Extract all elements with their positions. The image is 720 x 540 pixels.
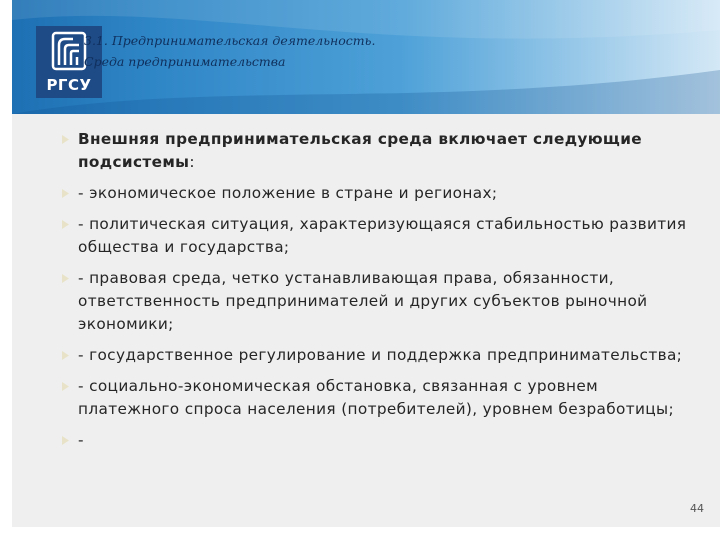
intro-colon: : xyxy=(189,153,195,171)
bullet-icon xyxy=(62,436,69,445)
list-item-text: - правовая среда, четко устанавливающая права, обязанности, ответственность предпринимателей и других субъектов рыночной экономики; xyxy=(78,269,648,333)
list-item-text: - экономическое положение в стране и регионах; xyxy=(78,184,498,202)
list-item-text: - xyxy=(78,431,84,449)
slide-title xyxy=(84,30,684,72)
page-number: 44 xyxy=(690,502,704,515)
logo-emblem-icon xyxy=(51,31,87,71)
slide xyxy=(12,0,720,527)
bullet-list xyxy=(62,128,702,460)
list-item-text: - государственное регулирование и поддержка предпринимательства; xyxy=(78,346,683,364)
list-item xyxy=(62,128,702,174)
list-item xyxy=(62,182,702,205)
list-item xyxy=(62,344,702,367)
slide-header xyxy=(12,0,720,114)
list-item-text: - социально-экономическая обстановка, связанная с уровнем платежного спроса населения (потребителей), уровнем безработицы; xyxy=(78,377,674,418)
logo-text: РГСУ xyxy=(46,76,92,94)
bullet-icon xyxy=(62,351,69,360)
slide-title-line-1: 3.1. Предпринимательская деятельность. xyxy=(84,33,376,48)
list-item xyxy=(62,429,702,452)
bullet-icon xyxy=(62,220,69,229)
list-item-text: - политическая ситуация, характеризующаяся стабильностью развития общества и государства; xyxy=(78,215,687,256)
list-item xyxy=(62,375,702,421)
list-item xyxy=(62,213,702,259)
bullet-icon xyxy=(62,382,69,391)
bullet-icon xyxy=(62,274,69,283)
bullet-icon xyxy=(62,189,69,198)
slide-title-line-2: Среда предпринимательства xyxy=(84,54,286,69)
bullet-icon xyxy=(62,135,69,144)
intro-text: Внешняя предпринимательская среда включает следующие подсистемы xyxy=(78,130,642,171)
list-item xyxy=(62,267,702,336)
